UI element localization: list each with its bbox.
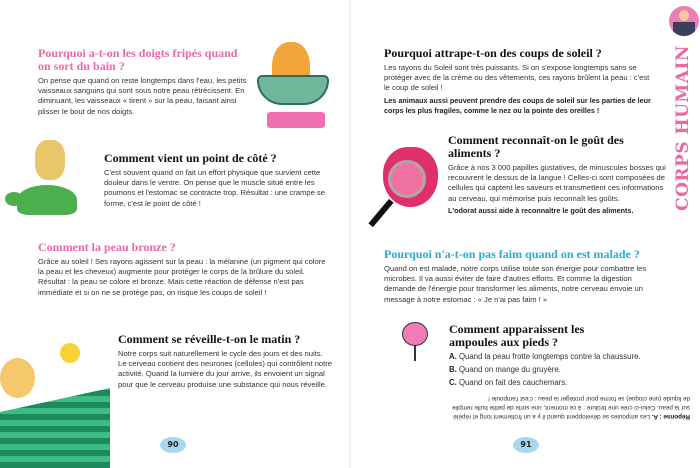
turtle-rabbit-illustration xyxy=(5,140,100,220)
page-number-left: 90 xyxy=(160,437,186,453)
q6-title: Comment reconnaît-on le goût des aliments ? xyxy=(448,133,624,160)
q2-title: Comment vient un point de côté ? xyxy=(104,151,277,165)
q1-block xyxy=(38,47,250,117)
q1-title: Pourquoi a-t-on les doigts fripés quand on sort du bain ? xyxy=(38,46,238,73)
option-letter: C. xyxy=(449,378,457,387)
page-number-right: 91 xyxy=(513,437,539,453)
q4-title: Comment se réveille-t-on le matin ? xyxy=(118,332,301,346)
section-label-text: CORPS HUMAIN xyxy=(673,44,693,211)
book-gutter xyxy=(349,0,351,468)
answer-label: Réponse : A. xyxy=(651,413,690,420)
q4-block xyxy=(118,333,333,390)
q6-note: L'odorat aussi aide à reconnaître le goût des aliments. xyxy=(448,205,634,215)
q6-block xyxy=(448,134,666,216)
quiz-option-c xyxy=(449,378,664,388)
option-text: Quand on fait des cauchemars. xyxy=(458,378,568,387)
q3-title: Comment la peau bronze ? xyxy=(38,240,176,254)
q3-body: Grâce au soleil ! Ses rayons agissent sur la peau : la mélanine (un pigment qui colore la peau et les cheveux) augmente pour protéger le corps de la brûlure du soleil. Résultat : la peau se colore et bronze. Mais cette réaction de défense n'est pas immédiate et si on ne se protège pas, on risque les coups de soleil ! xyxy=(38,257,326,297)
q2-body: C'est souvent quand on fait un effort physique que survient cette douleur dans le ventre. On pense que le muscle situé entre les poumons et l'estomac se contracte trop. Résultat : une crampe se forme, c'est le point de côté ! xyxy=(104,168,325,208)
q4-body: Notre corps suit naturellement le cycle des jours et des nuits. Le cerveau contient des neurones (cellules) qui contrôlent notre activité. Quand la lumière du jour arrive, ils envoient un signal pour que le cerveau produise une substance qui nous réveille. xyxy=(118,349,333,389)
q7-title: Pourquoi n'a-t-on pas faim quand on est malade ? xyxy=(384,247,640,261)
answer-text: Les ampoules se développent quand il y a un frottement long et répété sur la peau. Celui-ci crée une brûlure : à ce moment, une sorte de petite bulle remplie de liquide (une cloque) se forme pour protéger la peau : c'est l'ampoule ! xyxy=(451,395,690,420)
q7-body: Quand on est malade, notre corps utilise toute son énergie pour combattre les microbes. Il va aussi éviter de faire d'autres efforts. Et comme la digestion demande de l'énergie pour transformer les aliments, notre cerveau envoie un message à notre estomac : « Je n'ai pas faim ! » xyxy=(384,264,647,304)
q5-note: Les animaux aussi peuvent prendre des coups de soleil sur les parties de leur corps les plus fragiles, comme le nez ou la pointe des oreilles ! xyxy=(384,95,651,115)
quiz-block xyxy=(449,323,664,388)
q6-body: Grâce à nos 3 000 papilles gustatives, de minuscules bosses qui recouvrent le dessus de la langue ! Celles-ci sont composées de cellules qui captent les saveurs et transmettent ces informations au cerveau, qui mémorise puis reconnaît les goûts. xyxy=(448,163,666,203)
waking-child-illustration xyxy=(0,318,110,468)
q1-body: On pense que quand on reste longtemps dans l'eau, les petits vaisseaux sanguins qui sont sous notre peau rétrécissent. En diminuant, les vaisseaux « tirent » sur la peau, faisant ainsi plisser le bout de nos doigts. xyxy=(38,76,247,116)
q5-title: Pourquoi attrape-t-on des coups de soleil ? xyxy=(384,46,602,60)
option-letter: B. xyxy=(449,365,457,374)
quiz-option-b xyxy=(449,365,664,375)
option-letter: A. xyxy=(449,352,457,361)
quiz-answer-upside-down xyxy=(445,394,690,421)
q5-body: Les rayons du Soleil sont très puissants. Si on s'expose longtemps sans se protéger avec de la crème ou des vêtements, ces rayons brûlent la peau : c'est le coup de soleil ! xyxy=(384,63,650,93)
option-text: Quand la peau frotte longtemps contre la chaussure. xyxy=(458,352,641,361)
tongue-magnifier-illustration xyxy=(378,142,443,232)
q2-block xyxy=(104,152,329,209)
flower-illustration xyxy=(402,322,430,362)
skeleton-avatar-icon xyxy=(669,6,699,36)
q7-block xyxy=(384,248,659,305)
quiz-option-a xyxy=(449,352,664,362)
tiger-bath-illustration xyxy=(252,40,337,132)
q3-block xyxy=(38,241,328,298)
option-text: Quand on mange du gruyère. xyxy=(458,365,561,374)
quiz-title: Comment apparaissent les ampoules aux pieds ? xyxy=(449,322,585,349)
section-label xyxy=(668,40,698,215)
q5-block xyxy=(384,47,656,116)
